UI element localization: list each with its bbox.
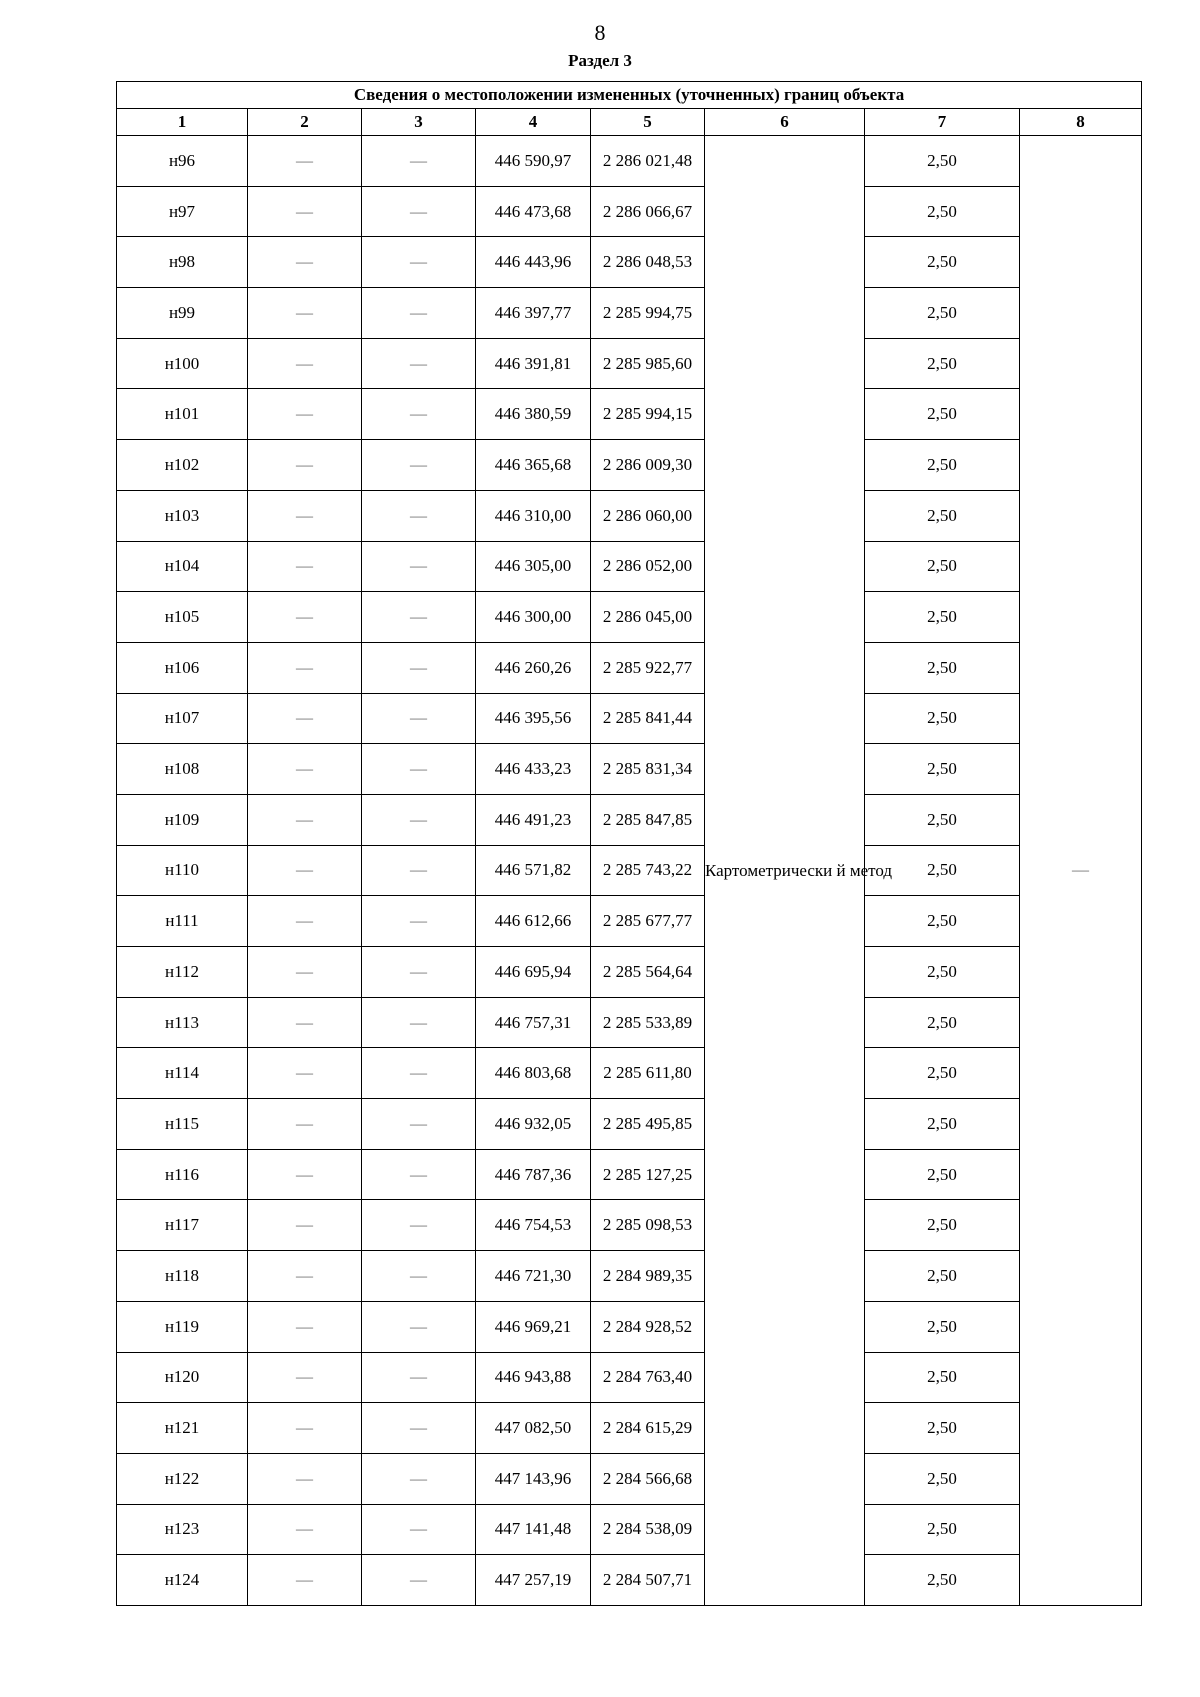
accuracy-cell: 2,50	[865, 1251, 1020, 1302]
point-name-cell: н121	[117, 1403, 248, 1454]
point-name-cell: н114	[117, 1048, 248, 1099]
x-coordinate-cell: 446 590,97	[476, 136, 591, 187]
x-coordinate-cell: 446 310,00	[476, 490, 591, 541]
y-coordinate-cell: 2 284 763,40	[591, 1352, 705, 1403]
accuracy-cell: 2,50	[865, 997, 1020, 1048]
y-coordinate-cell: 2 285 743,22	[591, 845, 705, 896]
accuracy-cell: 2,50	[865, 1403, 1020, 1454]
y-coordinate-cell: 2 285 831,34	[591, 744, 705, 795]
y-coordinate-cell: 2 284 538,09	[591, 1504, 705, 1555]
column-2-cell: —	[248, 1352, 362, 1403]
accuracy-cell: 2,50	[865, 744, 1020, 795]
column-3-cell: —	[362, 1251, 476, 1302]
column-3-cell: —	[362, 1453, 476, 1504]
column-3-cell: —	[362, 288, 476, 339]
accuracy-cell: 2,50	[865, 1504, 1020, 1555]
y-coordinate-cell: 2 286 060,00	[591, 490, 705, 541]
point-name-cell: н99	[117, 288, 248, 339]
boundary-coordinates-table	[116, 81, 1142, 1606]
x-coordinate-cell: 446 300,00	[476, 592, 591, 643]
column-2-cell: —	[248, 1403, 362, 1454]
point-name-cell: н116	[117, 1149, 248, 1200]
accuracy-cell: 2,50	[865, 1352, 1020, 1403]
column-number-6: 6	[705, 109, 865, 136]
column-3-cell: —	[362, 744, 476, 795]
column-3-cell: —	[362, 338, 476, 389]
x-coordinate-cell: 446 571,82	[476, 845, 591, 896]
column-2-cell: —	[248, 794, 362, 845]
section-title: Раздел 3	[568, 51, 632, 70]
point-name-cell: н113	[117, 997, 248, 1048]
page-number: 8	[594, 20, 606, 45]
accuracy-cell: 2,50	[865, 136, 1020, 187]
x-coordinate-cell: 446 757,31	[476, 997, 591, 1048]
x-coordinate-cell: 446 787,36	[476, 1149, 591, 1200]
y-coordinate-cell: 2 284 507,71	[591, 1555, 705, 1606]
column-2-cell: —	[248, 1048, 362, 1099]
table-row	[117, 288, 1142, 339]
column-number-7: 7	[865, 109, 1020, 136]
table-row	[117, 338, 1142, 389]
point-name-cell: н107	[117, 693, 248, 744]
column-2-cell: —	[248, 186, 362, 237]
point-name-cell: н123	[117, 1504, 248, 1555]
column-3-cell: —	[362, 997, 476, 1048]
point-name-cell: н97	[117, 186, 248, 237]
x-coordinate-cell: 446 395,56	[476, 693, 591, 744]
x-coordinate-cell: 446 754,53	[476, 1200, 591, 1251]
y-coordinate-cell: 2 285 533,89	[591, 997, 705, 1048]
point-name-cell: н120	[117, 1352, 248, 1403]
column-2-cell: —	[248, 288, 362, 339]
point-name-cell: н111	[117, 896, 248, 947]
accuracy-cell: 2,50	[865, 389, 1020, 440]
table-row	[117, 237, 1142, 288]
y-coordinate-cell: 2 285 564,64	[591, 947, 705, 998]
point-name-cell: н115	[117, 1099, 248, 1150]
table-row	[117, 490, 1142, 541]
point-name-cell: н108	[117, 744, 248, 795]
x-coordinate-cell: 446 943,88	[476, 1352, 591, 1403]
point-name-cell: н110	[117, 845, 248, 896]
accuracy-cell: 2,50	[865, 338, 1020, 389]
column-3-cell: —	[362, 440, 476, 491]
column-2-cell: —	[248, 1251, 362, 1302]
column-3-cell: —	[362, 136, 476, 187]
table-row	[117, 592, 1142, 643]
table-row	[117, 744, 1142, 795]
point-name-cell: н101	[117, 389, 248, 440]
table-row	[117, 136, 1142, 187]
y-coordinate-cell: 2 285 841,44	[591, 693, 705, 744]
column-3-cell: —	[362, 1555, 476, 1606]
accuracy-cell: 2,50	[865, 845, 1020, 896]
accuracy-cell: 2,50	[865, 1301, 1020, 1352]
point-name-cell: н119	[117, 1301, 248, 1352]
column-3-cell: —	[362, 592, 476, 643]
x-coordinate-cell: 446 443,96	[476, 237, 591, 288]
table-row	[117, 440, 1142, 491]
x-coordinate-cell: 446 803,68	[476, 1048, 591, 1099]
point-name-cell: н109	[117, 794, 248, 845]
column-3-cell: —	[362, 642, 476, 693]
column-3-cell: —	[362, 1099, 476, 1150]
point-name-cell: н122	[117, 1453, 248, 1504]
table-row	[117, 1048, 1142, 1099]
column-number-4: 4	[476, 109, 591, 136]
table-row	[117, 947, 1142, 998]
column-2-cell: —	[248, 490, 362, 541]
table-row	[117, 541, 1142, 592]
column-3-cell: —	[362, 389, 476, 440]
x-coordinate-cell: 447 141,48	[476, 1504, 591, 1555]
y-coordinate-cell: 2 285 847,85	[591, 794, 705, 845]
x-coordinate-cell: 446 433,23	[476, 744, 591, 795]
x-coordinate-cell: 446 491,23	[476, 794, 591, 845]
column-3-cell: —	[362, 794, 476, 845]
point-name-cell: н100	[117, 338, 248, 389]
column-2-cell: —	[248, 845, 362, 896]
column-2-cell: —	[248, 997, 362, 1048]
table-row	[117, 186, 1142, 237]
y-coordinate-cell: 2 286 045,00	[591, 592, 705, 643]
y-coordinate-cell: 2 285 994,15	[591, 389, 705, 440]
accuracy-cell: 2,50	[865, 288, 1020, 339]
x-coordinate-cell: 447 143,96	[476, 1453, 591, 1504]
column-8-cell: —	[1020, 136, 1142, 1606]
x-coordinate-cell: 446 969,21	[476, 1301, 591, 1352]
accuracy-cell: 2,50	[865, 186, 1020, 237]
y-coordinate-cell: 2 284 566,68	[591, 1453, 705, 1504]
column-2-cell: —	[248, 947, 362, 998]
point-name-cell: н98	[117, 237, 248, 288]
column-2-cell: —	[248, 592, 362, 643]
y-coordinate-cell: 2 286 066,67	[591, 186, 705, 237]
point-name-cell: н124	[117, 1555, 248, 1606]
column-3-cell: —	[362, 1149, 476, 1200]
y-coordinate-cell: 2 285 985,60	[591, 338, 705, 389]
accuracy-cell: 2,50	[865, 794, 1020, 845]
x-coordinate-cell: 446 932,05	[476, 1099, 591, 1150]
accuracy-cell: 2,50	[865, 1099, 1020, 1150]
x-coordinate-cell: 446 365,68	[476, 440, 591, 491]
table-row	[117, 794, 1142, 845]
accuracy-cell: 2,50	[865, 1200, 1020, 1251]
table-row	[117, 1099, 1142, 1150]
point-name-cell: н103	[117, 490, 248, 541]
x-coordinate-cell: 446 695,94	[476, 947, 591, 998]
y-coordinate-cell: 2 286 009,30	[591, 440, 705, 491]
table-row	[117, 1352, 1142, 1403]
column-2-cell: —	[248, 1504, 362, 1555]
column-2-cell: —	[248, 896, 362, 947]
y-coordinate-cell: 2 285 098,53	[591, 1200, 705, 1251]
y-coordinate-cell: 2 285 127,25	[591, 1149, 705, 1200]
column-number-8: 8	[1020, 109, 1142, 136]
x-coordinate-cell: 446 380,59	[476, 389, 591, 440]
column-2-cell: —	[248, 1301, 362, 1352]
method-cell: Картометрически й метод	[705, 136, 865, 1606]
table-row	[117, 1149, 1142, 1200]
column-3-cell: —	[362, 1200, 476, 1251]
column-3-cell: —	[362, 896, 476, 947]
column-3-cell: —	[362, 541, 476, 592]
x-coordinate-cell: 447 082,50	[476, 1403, 591, 1454]
y-coordinate-cell: 2 286 048,53	[591, 237, 705, 288]
accuracy-cell: 2,50	[865, 490, 1020, 541]
x-coordinate-cell: 446 473,68	[476, 186, 591, 237]
y-coordinate-cell: 2 284 615,29	[591, 1403, 705, 1454]
point-name-cell: н104	[117, 541, 248, 592]
column-2-cell: —	[248, 237, 362, 288]
column-3-cell: —	[362, 1504, 476, 1555]
y-coordinate-cell: 2 285 611,80	[591, 1048, 705, 1099]
point-name-cell: н96	[117, 136, 248, 187]
column-number-1: 1	[117, 109, 248, 136]
table-row	[117, 1555, 1142, 1606]
column-number-2: 2	[248, 109, 362, 136]
y-coordinate-cell: 2 284 989,35	[591, 1251, 705, 1302]
table-row	[117, 389, 1142, 440]
column-2-cell: —	[248, 744, 362, 795]
y-coordinate-cell: 2 285 994,75	[591, 288, 705, 339]
column-2-cell: —	[248, 1555, 362, 1606]
accuracy-cell: 2,50	[865, 440, 1020, 491]
column-2-cell: —	[248, 1453, 362, 1504]
column-3-cell: —	[362, 1403, 476, 1454]
accuracy-cell: 2,50	[865, 1149, 1020, 1200]
table-row	[117, 997, 1142, 1048]
column-2-cell: —	[248, 1099, 362, 1150]
table-row	[117, 1403, 1142, 1454]
point-name-cell: н112	[117, 947, 248, 998]
column-3-cell: —	[362, 490, 476, 541]
x-coordinate-cell: 446 260,26	[476, 642, 591, 693]
point-name-cell: н118	[117, 1251, 248, 1302]
column-2-cell: —	[248, 642, 362, 693]
y-coordinate-cell: 2 285 677,77	[591, 896, 705, 947]
column-2-cell: —	[248, 389, 362, 440]
column-3-cell: —	[362, 186, 476, 237]
column-3-cell: —	[362, 237, 476, 288]
point-name-cell: н117	[117, 1200, 248, 1251]
accuracy-cell: 2,50	[865, 1453, 1020, 1504]
column-3-cell: —	[362, 947, 476, 998]
point-name-cell: н102	[117, 440, 248, 491]
point-name-cell: н106	[117, 642, 248, 693]
table-body	[117, 136, 1142, 1606]
x-coordinate-cell: 447 257,19	[476, 1555, 591, 1606]
accuracy-cell: 2,50	[865, 947, 1020, 998]
table-row	[117, 642, 1142, 693]
x-coordinate-cell: 446 721,30	[476, 1251, 591, 1302]
column-number-5: 5	[591, 109, 705, 136]
column-2-cell: —	[248, 1149, 362, 1200]
column-2-cell: —	[248, 693, 362, 744]
table-row	[117, 1200, 1142, 1251]
accuracy-cell: 2,50	[865, 896, 1020, 947]
accuracy-cell: 2,50	[865, 1555, 1020, 1606]
table-row	[117, 1504, 1142, 1555]
accuracy-cell: 2,50	[865, 541, 1020, 592]
y-coordinate-cell: 2 285 922,77	[591, 642, 705, 693]
table-row	[117, 1301, 1142, 1352]
column-3-cell: —	[362, 1048, 476, 1099]
column-3-cell: —	[362, 1352, 476, 1403]
accuracy-cell: 2,50	[865, 237, 1020, 288]
table-row	[117, 1251, 1142, 1302]
accuracy-cell: 2,50	[865, 693, 1020, 744]
column-number-3: 3	[362, 109, 476, 136]
accuracy-cell: 2,50	[865, 592, 1020, 643]
column-2-cell: —	[248, 541, 362, 592]
column-3-cell: —	[362, 693, 476, 744]
column-number-row	[117, 109, 1142, 136]
column-2-cell: —	[248, 338, 362, 389]
x-coordinate-cell: 446 397,77	[476, 288, 591, 339]
table-row	[117, 693, 1142, 744]
accuracy-cell: 2,50	[865, 1048, 1020, 1099]
x-coordinate-cell: 446 391,81	[476, 338, 591, 389]
table-row	[117, 1453, 1142, 1504]
x-coordinate-cell: 446 612,66	[476, 896, 591, 947]
column-3-cell: —	[362, 1301, 476, 1352]
table-row	[117, 845, 1142, 896]
x-coordinate-cell: 446 305,00	[476, 541, 591, 592]
accuracy-cell: 2,50	[865, 642, 1020, 693]
y-coordinate-cell: 2 284 928,52	[591, 1301, 705, 1352]
table-caption: Сведения о местоположении измененных (уточненных) границ объекта	[117, 82, 1142, 109]
point-name-cell: н105	[117, 592, 248, 643]
column-2-cell: —	[248, 440, 362, 491]
column-2-cell: —	[248, 136, 362, 187]
y-coordinate-cell: 2 286 021,48	[591, 136, 705, 187]
column-2-cell: —	[248, 1200, 362, 1251]
y-coordinate-cell: 2 286 052,00	[591, 541, 705, 592]
table-caption-row	[117, 82, 1142, 109]
y-coordinate-cell: 2 285 495,85	[591, 1099, 705, 1150]
column-3-cell: —	[362, 845, 476, 896]
table-row	[117, 896, 1142, 947]
